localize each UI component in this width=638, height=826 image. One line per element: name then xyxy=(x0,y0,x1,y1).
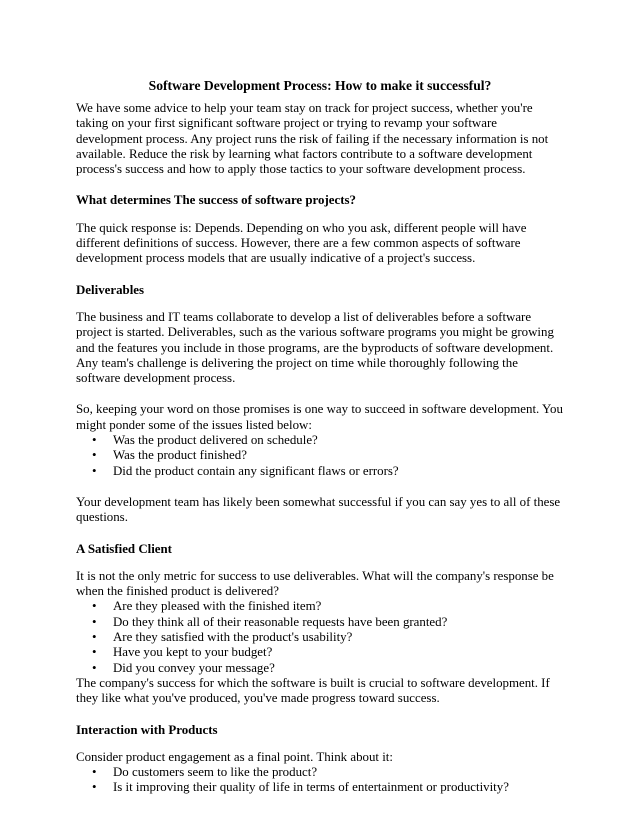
list-item: • Was the product finished? xyxy=(113,448,564,463)
intro-paragraph: We have some advice to help your team stay on track for project success, whether you're taking on your first significant software project or trying to revamp your software development process. Any project runs the risk of failing if the necessary information is not available. Reduce the risk by learning what factors contribute to a software development process's success and how to apply those tactics to your software development process. xyxy=(76,101,549,177)
deliverables-bullet-list xyxy=(76,433,564,479)
list-item: • Have you kept to your budget? xyxy=(113,645,564,660)
interaction-bullet-list xyxy=(76,765,564,796)
list-item: • Are they pleased with the finished item? xyxy=(113,599,564,614)
list-item: • Do customers seem to like the product? xyxy=(113,765,564,780)
list-item: • Was the product delivered on schedule? xyxy=(113,433,564,448)
client-bullet-list xyxy=(76,599,564,675)
interaction-paragraph-1: Consider product engagement as a final point. Think about it: xyxy=(76,749,393,764)
document-title: Software Development Process: How to make it successful? xyxy=(148,78,492,93)
section-heading-client: A Satisfied Client xyxy=(76,541,172,556)
section-heading-deliverables: Deliverables xyxy=(76,282,145,297)
deliverables-paragraph-3: Your development team has likely been somewhat successful if you can say yes to all of these questions. xyxy=(76,494,561,525)
section-heading-determines: What determines The success of software projects? xyxy=(76,193,356,208)
list-item: • Do they think all of their reasonable requests have been granted? xyxy=(113,615,564,630)
client-paragraph-2: The company's success for which the software is built is crucial to software development. If they like what you've produced, you've made progress toward success. xyxy=(76,675,550,706)
list-item: • Is it improving their quality of life in terms of entertainment or productivity? xyxy=(113,780,564,795)
deliverables-paragraph-1: The business and IT teams collaborate to develop a list of deliverables before a software project is started. Deliverables, such as the various software programs you might be growing and the features you include in those programs, are the byproducts of software development. Any team's challenge is delivering the project on time while thoroughly following the software development process. xyxy=(76,309,554,386)
client-paragraph-1: It is not the only metric for success to use deliverables. What will the company's response be when the finished product is delivered? xyxy=(76,568,554,599)
deliverables-paragraph-2: So, keeping your word on those promises is one way to succeed in software development. You might ponder some of the issues listed below: xyxy=(76,402,563,432)
list-item: • Did you convey your message? xyxy=(113,661,564,676)
list-item: • Are they satisfied with the product's usability? xyxy=(113,630,564,645)
section-heading-interaction: Interaction with Products xyxy=(76,722,218,737)
determines-paragraph: The quick response is: Depends. Depending on who you ask, different people will have different definitions of success. However, there are a few common aspects of software development process models that are usually indicative of a project's success. xyxy=(76,220,527,266)
document-page xyxy=(76,78,564,796)
list-item: • Did the product contain any significant flaws or errors? xyxy=(113,464,564,479)
